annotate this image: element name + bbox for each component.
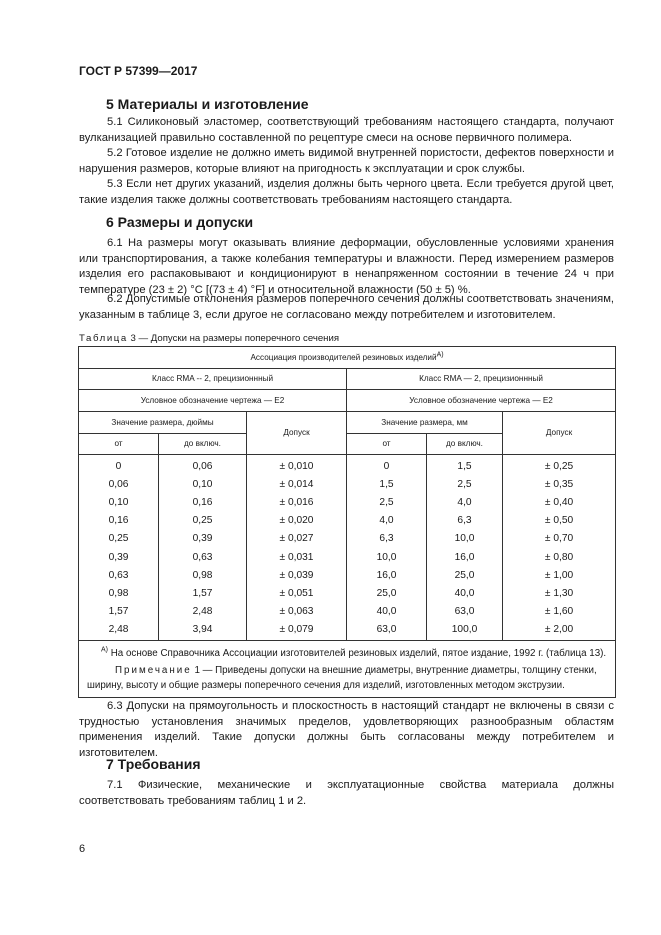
cell-to-mm: 4,0 (427, 494, 503, 512)
paragraph-5-3: 5.3 Если нет других указаний, изделия должны быть черного цвета. Если требуется другой цвет, такие изделия также должны соответствовать требованиям настоящего стандарта. (79, 178, 614, 206)
table-caption-text: 3 — Допуски на размеры поперечного сечения (130, 333, 340, 344)
cell-to-mm: 40,0 (427, 585, 503, 603)
table-row (79, 603, 616, 621)
cell-to-mm: 16,0 (427, 549, 503, 567)
cell-tolerance-mm: ± 1,00 (503, 567, 616, 585)
paragraph-7-1: 7.1 Физические, механические и эксплуатационные свойства материала должны соответствовать требованиям таблиц 1 и 2. (79, 779, 614, 807)
cell-tolerance-inches: ± 0,079 (247, 621, 347, 640)
to-inches-header: до включ. (159, 433, 247, 454)
tolerance-mm-header: Допуск (503, 411, 616, 454)
cell-from-inches: 0,16 (79, 512, 159, 530)
table-caption (79, 333, 339, 344)
table-row (79, 585, 616, 603)
cell-tolerance-mm: ± 0,70 (503, 530, 616, 548)
paragraph-5-2: 5.2 Готовое изделие не должно иметь видимой внутренней пористости, дефектов поверхности и нарушения размеров, которые влияют на пригодность к эксплуатации и срок службы. (79, 147, 614, 175)
cell-from-inches: 0,98 (79, 585, 159, 603)
cell-tolerance-mm: ± 0,25 (503, 454, 616, 476)
table-caption-label: Таблица (79, 333, 128, 344)
cell-tolerance-inches: ± 0,010 (247, 454, 347, 476)
section-5-title: 5 Материалы и изготовление (106, 96, 309, 112)
cell-from-mm: 2,5 (347, 494, 427, 512)
association-header (79, 347, 616, 369)
paragraph-6-2: 6.2 Допустимые отклонения размеров поперечного сечения должны соответствовать значениям, указанным в таблице 3, если другое не согласовано между потребителем и изготовителем. (79, 293, 614, 321)
cell-tolerance-inches: ± 0,016 (247, 494, 347, 512)
table-row (79, 476, 616, 494)
cell-from-inches: 1,57 (79, 603, 159, 621)
cell-from-mm: 10,0 (347, 549, 427, 567)
value-inches-header: Значение размера, дюймы (79, 411, 247, 433)
cell-from-inches: 0,39 (79, 549, 159, 567)
footnote-a (87, 646, 607, 661)
table-row (79, 621, 616, 640)
footnote-mark: А) (101, 646, 108, 654)
cell-to-inches: 0,10 (159, 476, 247, 494)
cell-from-mm: 40,0 (347, 603, 427, 621)
cell-from-mm: 1,5 (347, 476, 427, 494)
class-header-inches: Класс RMA -- 2, прецизионнный (79, 368, 347, 390)
cell-from-mm: 4,0 (347, 512, 427, 530)
cell-from-mm: 0 (347, 454, 427, 476)
paragraph-6-1: 6.1 На размеры могут оказывать влияние деформации, обусловленные условиями хранения или транспортирования, а также колебания температуры и влажности. Перед измерением размеров изделия его распаковывают и кондиционируют в ненапряженном состоянии в течение 24 ч при температуре (23 ± 2) °С [(73 ± 4) °F] и относительной влажности (50 ± 5) %. (79, 237, 614, 296)
cell-tolerance-inches: ± 0,051 (247, 585, 347, 603)
cell-tolerance-inches: ± 0,014 (247, 476, 347, 494)
table-row (79, 454, 616, 476)
cell-tolerance-inches: ± 0,039 (247, 567, 347, 585)
cell-to-mm: 63,0 (427, 603, 503, 621)
cell-from-mm: 6,3 (347, 530, 427, 548)
value-mm-header: Значение размера, мм (347, 411, 503, 433)
drawing-symbol-inches: Условное обозначение чертежа — Е2 (79, 390, 347, 412)
note-text: 1 — Приведены допуски на внешние диаметры, внутренние диаметры, толщину стенки, ширину, высоту и общие размеры поперечного сечения для изделий, изготовленных методом экструзии. (87, 664, 597, 691)
cell-tolerance-mm: ± 0,80 (503, 549, 616, 567)
to-mm-header: до включ. (427, 433, 503, 454)
cell-to-mm: 2,5 (427, 476, 503, 494)
table-body (79, 454, 616, 640)
cell-tolerance-mm: ± 0,50 (503, 512, 616, 530)
drawing-symbol-mm: Условное обозначение чертежа — Е2 (347, 390, 616, 412)
cell-tolerance-inches: ± 0,020 (247, 512, 347, 530)
cell-tolerance-mm: ± 0,35 (503, 476, 616, 494)
cell-to-mm: 100,0 (427, 621, 503, 640)
cell-from-inches: 0,06 (79, 476, 159, 494)
cell-tolerance-mm: ± 2,00 (503, 621, 616, 640)
cell-tolerance-inches: ± 0,031 (247, 549, 347, 567)
paragraph-6-3: 6.3 Допуски на прямоугольность и плоскостность в настоящий стандарт не включены в связи с трудностью установления значимых пределов, удовлетворяющих разнообразным областям применения изделий. Такие допуски должны быть согласованы между потребителем и изготовителем. (79, 700, 614, 759)
table-note (87, 663, 607, 693)
cell-to-mm: 1,5 (427, 454, 503, 476)
cell-from-inches: 0,63 (79, 567, 159, 585)
paragraph-5-1: 5.1 Силиконовый эластомер, соответствующий требованиям настоящего стандарта, получают вулканизацией правильно составленной по рецептуре смеси на основе первичного полимера. (79, 116, 614, 144)
cell-tolerance-inches: ± 0,063 (247, 603, 347, 621)
cell-from-inches: 2,48 (79, 621, 159, 640)
association-header-text: Ассоциация производителей резиновых изделий (250, 352, 437, 362)
cell-tolerance-mm: ± 1,30 (503, 585, 616, 603)
cell-tolerance-mm: ± 1,60 (503, 603, 616, 621)
cell-to-inches: 0,16 (159, 494, 247, 512)
cell-to-inches: 3,94 (159, 621, 247, 640)
cell-to-mm: 25,0 (427, 567, 503, 585)
cell-to-inches: 0,98 (159, 567, 247, 585)
cell-tolerance-mm: ± 0,40 (503, 494, 616, 512)
table-row (79, 530, 616, 548)
table-row (79, 567, 616, 585)
cell-to-inches: 0,39 (159, 530, 247, 548)
cell-from-mm: 25,0 (347, 585, 427, 603)
cell-to-inches: 0,25 (159, 512, 247, 530)
cell-from-inches: 0,25 (79, 530, 159, 548)
section-7-title: 7 Требования (106, 756, 201, 772)
association-footnote-mark: А) (436, 351, 444, 359)
cell-to-inches: 0,63 (159, 549, 247, 567)
table-row (79, 494, 616, 512)
cell-to-inches: 0,06 (159, 454, 247, 476)
section-6-title: 6 Размеры и допуски (106, 214, 254, 230)
page-number: 6 (79, 843, 86, 855)
from-mm-header: от (347, 433, 427, 454)
cell-to-inches: 1,57 (159, 585, 247, 603)
class-header-mm: Класс RMA — 2, прецизионнный (347, 368, 616, 390)
cell-from-inches: 0 (79, 454, 159, 476)
table-footnotes (79, 640, 616, 697)
cell-from-mm: 16,0 (347, 567, 427, 585)
cell-from-inches: 0,10 (79, 494, 159, 512)
cell-to-mm: 6,3 (427, 512, 503, 530)
tolerance-inches-header: Допуск (247, 411, 347, 454)
cell-to-mm: 10,0 (427, 530, 503, 548)
table-row (79, 512, 616, 530)
note-label: Примечание (115, 664, 192, 676)
cell-tolerance-inches: ± 0,027 (247, 530, 347, 548)
table-row (79, 549, 616, 567)
from-inches-header: от (79, 433, 159, 454)
cell-to-inches: 2,48 (159, 603, 247, 621)
cell-from-mm: 63,0 (347, 621, 427, 640)
document-header: ГОСТ Р 57399—2017 (79, 64, 198, 78)
footnote-text: На основе Справочника Ассоциации изготовителей резиновых изделий, пятое издание, 1992 г. (таблица 13). (110, 647, 607, 659)
tolerance-table (78, 346, 616, 698)
